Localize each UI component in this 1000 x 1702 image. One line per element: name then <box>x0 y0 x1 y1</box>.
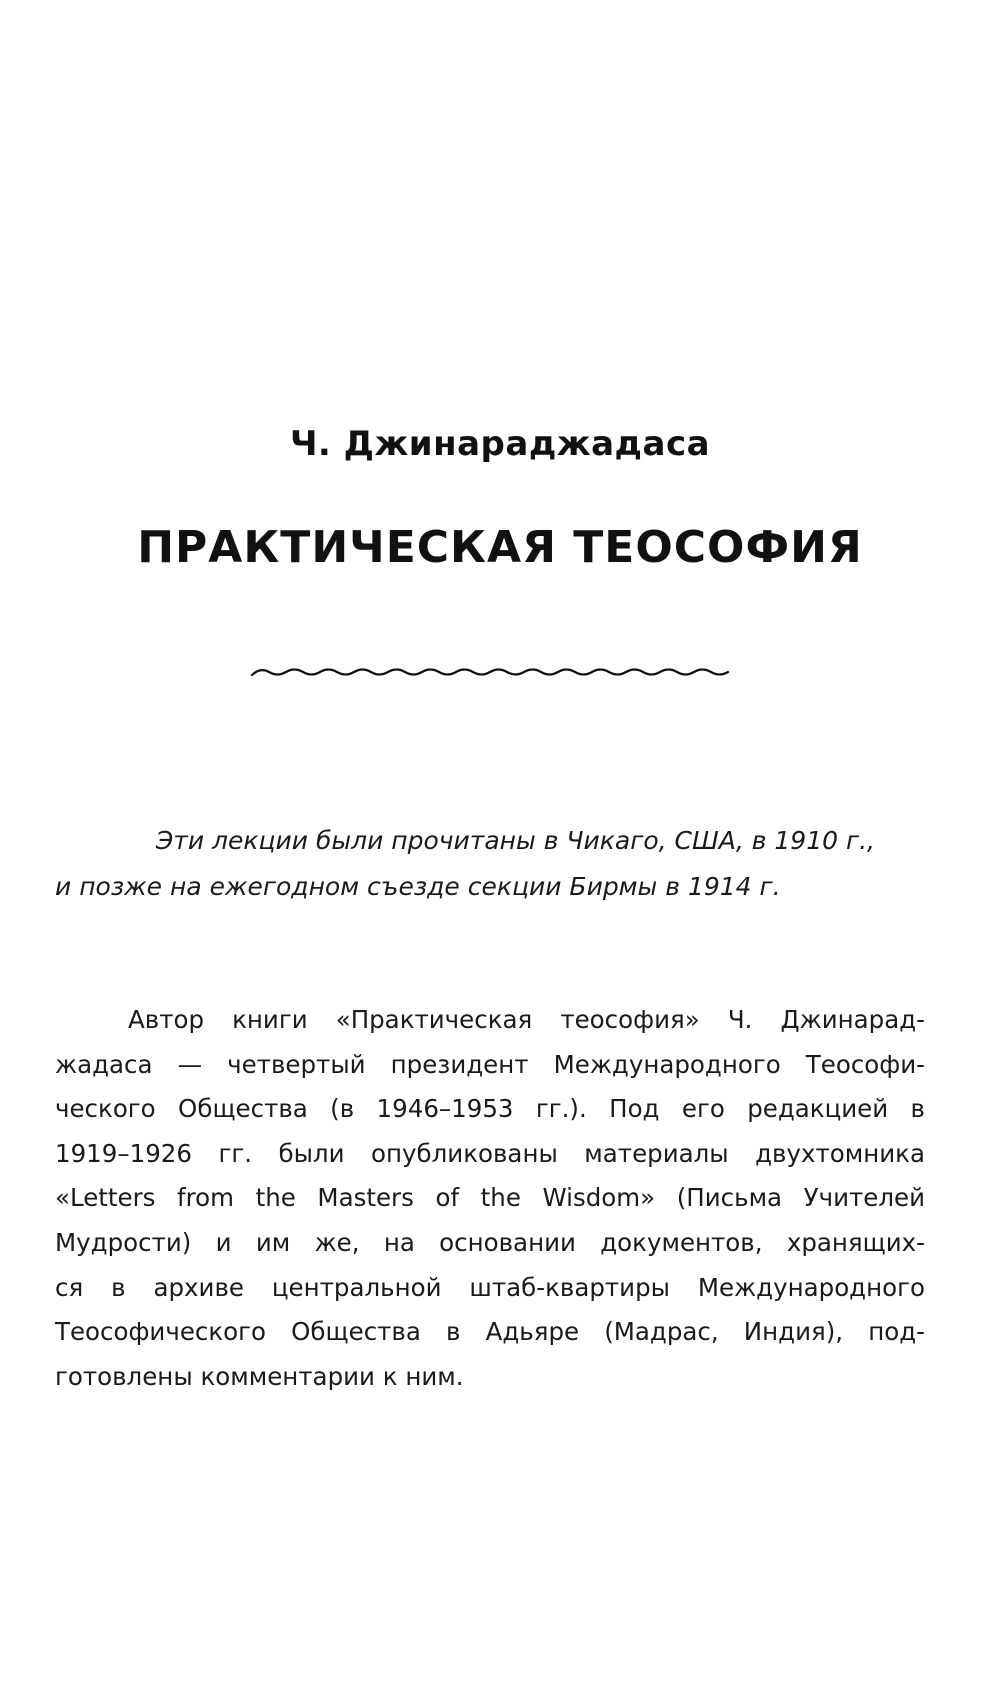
author-name: Ч. Джинараджадаса <box>289 424 711 464</box>
paragraph-line: жадаса — четвертый президент Международного Теософи- <box>55 1049 925 1079</box>
paragraph-line: Мудрости) и им же, на основании документов, хранящих- <box>55 1227 925 1257</box>
wavy-line-ornament-icon <box>250 660 730 684</box>
author-description <box>55 998 925 1399</box>
paragraph-line: ся в архиве центральной штаб-квартиры Международного <box>55 1272 925 1302</box>
epigraph-line: и позже на ежегодном съезде секции Бирмы в 1914 г. <box>55 872 781 901</box>
paragraph-line: «Letters from the Masters of the Wisdom» (Письма Учителей <box>55 1183 925 1213</box>
epigraph-line: Эти лекции были прочитаны в Чикаго, США, в 1910 г., <box>155 826 875 855</box>
paragraph-line: Автор книги «Практическая теософия» Ч. Джинарад- <box>128 1005 925 1034</box>
paragraph-line: Теософического Общества в Адьяре (Мадрас, Индия), под- <box>55 1317 925 1347</box>
paragraph-line: 1919–1926 гг. были опубликованы материалы двухтомника <box>55 1138 925 1168</box>
paragraph-line: готовлены комментарии к ним. <box>55 1361 464 1391</box>
book-title: ПРАКТИЧЕСКАЯ ТЕОСОФИЯ <box>137 522 863 573</box>
epigraph <box>55 818 875 910</box>
paragraph-line: ческого Общества (в 1946–1953 гг.). Под его редакцией в <box>55 1094 925 1124</box>
